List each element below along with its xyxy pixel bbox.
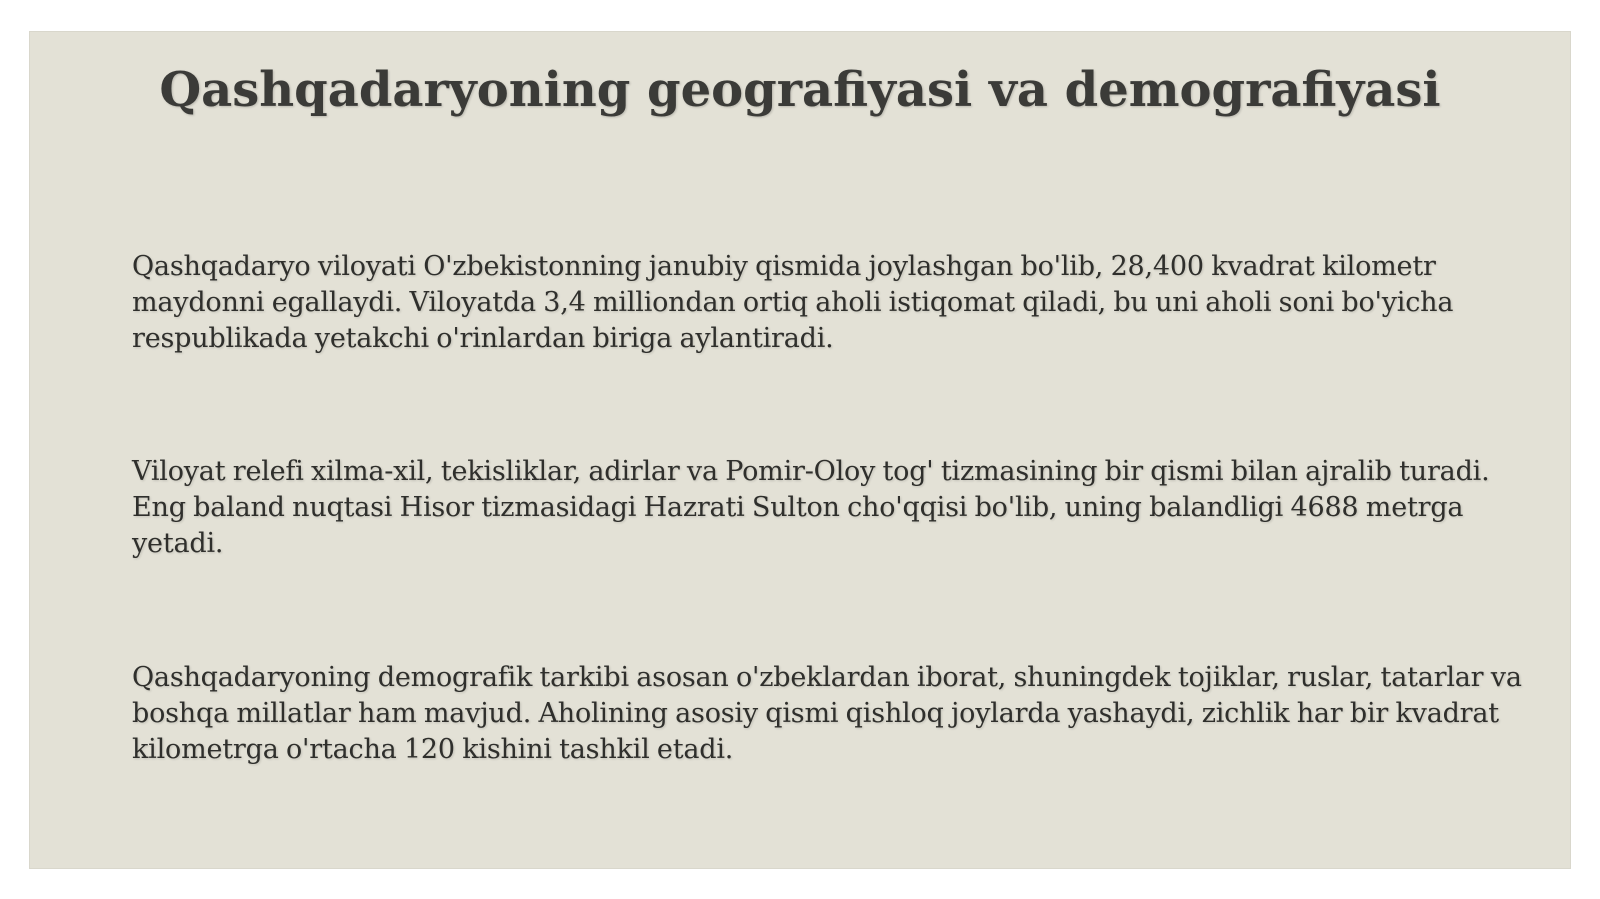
paragraph-demographics: Qashqadaryoning demografik tarkibi asosan o'zbeklardan iborat, shuningdek tojiklar, ruslar, tatarlar va boshqa millatlar ham mavjud. Aholining asosiy qismi qishloq joylarda yashaydi, zichlik har bir kvadrat kilometrga o'rtacha 120 kishini tashkil etadi. <box>132 662 1522 765</box>
paragraph-area-population: Qashqadaryo viloyati O'zbekistonning janubiy qismida joylashgan bo'lib, 28,400 kvadrat kilometr maydonni egallaydi. Viloyatda 3,4 milliondan ortiq aholi istiqomat qiladi, bu uni aholi soni bo'yicha respublikada yetakchi o'rinlardan biriga aylantiradi. <box>132 251 1454 354</box>
paragraph-relief: Viloyat relefi xilma-xil, tekisliklar, adirlar va Pomir-Oloy tog' tizmasining bir qismi bilan ajralib turadi. Eng baland nuqtasi Hisor tizmasidagi Hazrati Sulton cho'qqisi bo'lib, uning balandligi 4688 metrga yetadi. <box>132 456 1490 559</box>
slide-title: Qashqadaryoning geografiyasi va demografiyasi <box>159 62 1441 118</box>
slide <box>30 32 1570 868</box>
